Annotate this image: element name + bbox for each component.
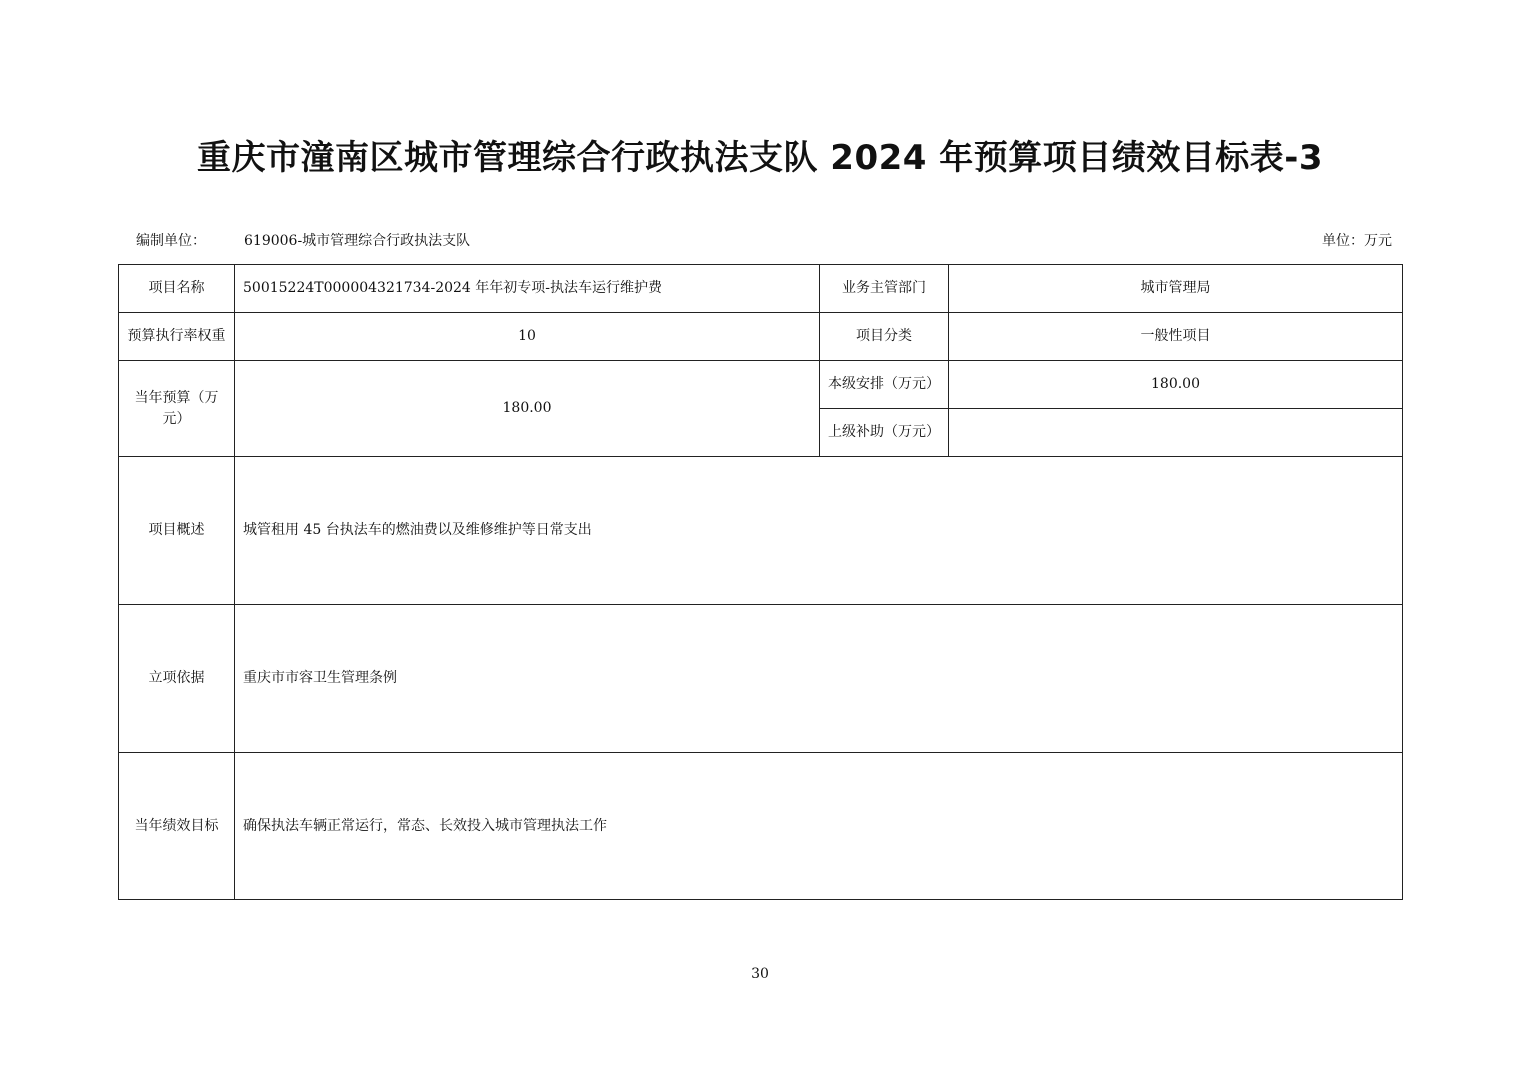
basis-label: 立项依据 xyxy=(119,605,235,753)
annual-budget-value: 180.00 xyxy=(235,361,820,457)
table-row xyxy=(119,457,1403,605)
org-value: 619006-城市管理综合行政执法支队 xyxy=(244,233,471,249)
project-name-value: 50015224T000004321734-2024 年年初专项-执法车运行维护费 xyxy=(235,265,820,313)
overview-value: 城管租用 45 台执法车的燃油费以及维修维护等日常支出 xyxy=(235,457,1403,605)
exec-weight-label: 预算执行率权重 xyxy=(119,313,235,361)
category-value: 一般性项目 xyxy=(949,313,1403,361)
goal-label: 当年绩效目标 xyxy=(119,753,235,900)
annual-budget-label: 当年预算（万元） xyxy=(119,361,235,457)
table-row xyxy=(119,265,1403,313)
org-label: 编制单位： xyxy=(136,233,206,249)
table-row xyxy=(119,605,1403,753)
exec-weight-value: 10 xyxy=(235,313,820,361)
category-label: 项目分类 xyxy=(820,313,949,361)
local-arrangement-label: 本级安排（万元） xyxy=(820,361,949,409)
table-row xyxy=(119,361,1403,409)
page-number: 30 xyxy=(751,966,769,982)
project-name-label: 项目名称 xyxy=(119,265,235,313)
table-row xyxy=(119,753,1403,900)
upper-subsidy-label: 上级补助（万元） xyxy=(820,409,949,457)
local-arrangement-value: 180.00 xyxy=(949,361,1403,409)
page-title: 重庆市潼南区城市管理综合行政执法支队 2024 年预算项目绩效目标表-3 xyxy=(196,138,1324,178)
performance-target-table xyxy=(118,264,1403,900)
upper-subsidy-value xyxy=(949,409,1403,457)
dept-value: 城市管理局 xyxy=(949,265,1403,313)
dept-label: 业务主管部门 xyxy=(820,265,949,313)
overview-label: 项目概述 xyxy=(119,457,235,605)
goal-value: 确保执法车辆正常运行，常态、长效投入城市管理执法工作 xyxy=(235,753,1403,900)
unit-label: 单位：万元 xyxy=(1322,233,1392,249)
basis-value: 重庆市市容卫生管理条例 xyxy=(235,605,1403,753)
table-row xyxy=(119,313,1403,361)
document-meta xyxy=(118,230,1402,252)
